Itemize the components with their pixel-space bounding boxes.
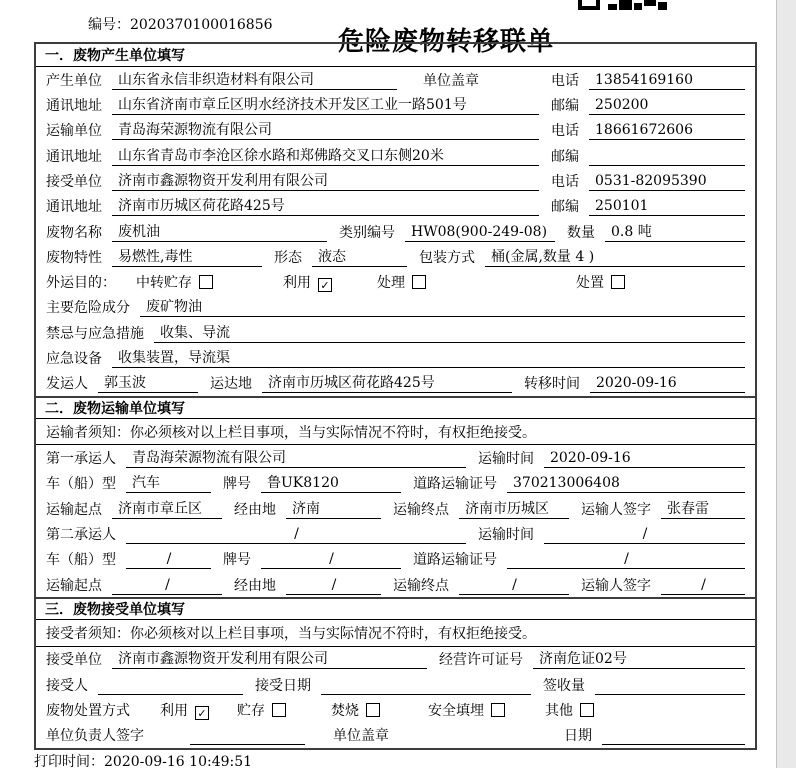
vehicle-type1-field: 汽车 (126, 473, 211, 493)
waste-props-field: 易燃性,毒性 (112, 247, 262, 267)
checkbox-disposal-other[interactable] (580, 703, 594, 717)
route-start1-label: 运输起点 (46, 501, 102, 518)
section3-header: 三．废物接受单位填写 (36, 597, 755, 620)
route-start2-field: / (112, 575, 222, 595)
carrier-sign1-field: 张春雷 (661, 499, 745, 519)
print-time-label: 打印时间： (34, 754, 104, 770)
checkbox-disposal-store[interactable] (272, 703, 286, 717)
vehicle2-row (36, 547, 755, 572)
waste-props-row (36, 244, 755, 269)
print-time (34, 751, 252, 771)
plate2-label: 牌号 (223, 552, 251, 569)
emergency-equipment-label: 应急设备 (46, 351, 102, 368)
transport-time2-field: / (544, 524, 745, 544)
permit-label: 经营许可证号 (439, 652, 523, 669)
producer-zip-label: 邮编 (551, 97, 579, 114)
checkbox-disposal-landfill[interactable] (491, 703, 505, 717)
road-cert2-label: 道路运输证号 (413, 552, 497, 569)
receiver-notice-label: 接受者须知： (46, 625, 130, 642)
producer-row (36, 67, 755, 92)
transfer-time-field: 2020-09-16 (590, 373, 745, 393)
first-carrier-field: 青岛海荣源物流有限公司 (126, 448, 466, 468)
transporter-address-row (36, 143, 755, 168)
sign-date-label: 日期 (564, 728, 592, 745)
emergency-equipment-row (36, 345, 755, 370)
emergency-measures-row (36, 320, 755, 345)
transporter-name-field: 青岛海荣源物流有限公司 (112, 120, 539, 140)
receipt-row (36, 672, 755, 697)
transporter-notice-row (36, 419, 755, 445)
waste-pack-label: 包装方式 (419, 249, 475, 266)
waste-name-field: 废机油 (112, 222, 327, 242)
transport-time1-field: 2020-09-16 (544, 448, 745, 468)
transporter-zip-field (589, 146, 745, 166)
checkbox-dispose[interactable] (611, 275, 625, 289)
section1-header: 一．废物产生单位填写 (36, 44, 755, 67)
checkbox-disposal-utilize[interactable]: ✓ (195, 706, 209, 720)
first-carrier-label: 第一承运人 (46, 451, 116, 468)
permit-field: 济南危证02号 (533, 649, 745, 669)
route-end2-field: / (459, 575, 569, 595)
plate1-field: 鲁UK8120 (261, 473, 401, 493)
accepting-unit-field: 济南市鑫源物资开发利用有限公司 (112, 649, 427, 669)
receiver-row (36, 168, 755, 193)
waste-qty-label: 数量 (567, 224, 595, 241)
carrier-sign1-label: 运输人签字 (581, 501, 651, 518)
waste-name-label: 废物名称 (46, 224, 102, 241)
qr-code-icon (578, 0, 668, 10)
receiver-phone-field: 0531-82095390 (589, 171, 745, 191)
carrier-sign2-field: / (661, 575, 745, 595)
responsible-sign-row (36, 723, 755, 748)
purpose-option-treat: 处理 (377, 272, 426, 292)
route-start1-field: 济南市章丘区 (112, 499, 222, 519)
receiver-phone-label: 电话 (551, 173, 579, 190)
receiver-label: 接受单位 (46, 173, 102, 190)
route-start2-label: 运输起点 (46, 577, 102, 594)
acceptor-field (98, 675, 243, 695)
purpose-option-dispose: 处置 (576, 272, 625, 292)
sign-date-field (602, 725, 745, 745)
producer-address-field: 山东省济南市章丘区明水经济技术开发区工业一路501号 (112, 95, 539, 115)
doc-number-label: 编号： (88, 17, 130, 33)
producer-phone-label: 电话 (551, 72, 579, 89)
purpose-option-transfer-storage: 中转贮存 (136, 272, 213, 292)
dispatch-row (36, 371, 755, 396)
disposal-option-incinerate: 焚烧 (331, 700, 380, 720)
checkbox-disposal-incinerate[interactable] (366, 703, 380, 717)
transporter-phone-label: 电话 (551, 123, 579, 140)
accept-date-label: 接受日期 (255, 677, 311, 694)
hazard-components-row (36, 295, 755, 320)
route-end1-label: 运输终点 (393, 501, 449, 518)
second-carrier-label: 第二承运人 (46, 526, 116, 543)
carrier-sign2-label: 运输人签字 (581, 577, 651, 594)
receiver-address-row (36, 194, 755, 219)
destination-label: 运达地 (210, 376, 252, 393)
receiver-address-field: 济南市历城区荷花路425号 (112, 196, 539, 216)
second-carrier-row (36, 521, 755, 546)
route-end1-field: 济南市历城区 (459, 499, 569, 519)
transporter-address-label: 通讯地址 (46, 148, 102, 165)
disposal-method-row (36, 697, 755, 722)
receiver-name-field: 济南市鑫源物资开发利用有限公司 (112, 171, 539, 191)
route2-row (36, 572, 755, 597)
accepting-unit-label: 接受单位 (46, 652, 102, 669)
emergency-equipment-field: 收集装置，导流渠 (112, 348, 745, 368)
signed-qty-field (595, 675, 745, 695)
waste-name-row (36, 219, 755, 244)
disposal-method-label: 废物处置方式 (46, 702, 130, 719)
doc-number-value: 2020370100016856 (130, 17, 273, 33)
page-title: 危险废物转移联单 (337, 27, 554, 58)
accept-date-field (321, 675, 531, 695)
dispatcher-label: 发运人 (46, 376, 88, 393)
disposal-option-utilize: 利用 ✓ (160, 700, 209, 720)
emergency-measures-label: 禁忌与应急措施 (46, 325, 144, 342)
waste-code-field: HW08(900-249-08) (405, 222, 555, 242)
disposal-option-landfill: 安全填埋 (428, 700, 505, 720)
checkbox-treat[interactable] (412, 275, 426, 289)
vehicle-type2-field: / (126, 549, 211, 569)
plate1-label: 牌号 (223, 476, 251, 493)
responsible-sign-label: 单位负责人签字 (46, 728, 144, 745)
page-right-gutter (776, 0, 796, 768)
waste-code-label: 类别编号 (339, 224, 395, 241)
waste-props-label: 废物特性 (46, 249, 102, 266)
print-time-value: 2020-09-16 10:49:51 (104, 754, 253, 770)
acceptor-label: 接受人 (46, 677, 88, 694)
receiver-zip-field: 250101 (589, 196, 745, 216)
disposal-option-store: 贮存 (237, 700, 286, 720)
route-via1-field: 济南 (286, 499, 381, 519)
road-cert1-field: 370213006408 (507, 473, 745, 493)
disposal-option-other: 其他 (545, 700, 594, 720)
transporter-phone-field: 18661672606 (589, 120, 745, 140)
route-via1-label: 经由地 (234, 501, 276, 518)
transporter-zip-label: 邮编 (551, 148, 579, 165)
transporter-notice-label: 运输者须知： (46, 424, 130, 441)
route-via2-field: / (286, 575, 381, 595)
transporter-label: 运输单位 (46, 123, 102, 140)
road-cert2-field: / (507, 549, 745, 569)
first-carrier-row (36, 445, 755, 470)
destination-field: 济南市历城区荷花路425号 (262, 373, 512, 393)
transporter-address-field: 山东省青岛市李沧区徐水路和郑佛路交叉口东侧20米 (112, 146, 539, 166)
receiver-notice-row (36, 620, 755, 646)
hazard-components-field: 废矿物油 (140, 297, 745, 317)
receiver-zip-label: 邮编 (551, 199, 579, 216)
plate2-field: / (261, 549, 401, 569)
checkbox-transfer-storage[interactable] (199, 275, 213, 289)
section2-header: 二．废物运输单位填写 (36, 396, 755, 419)
receiver-address-label: 通讯地址 (46, 199, 102, 216)
waste-qty-field: 0.8 吨 (605, 222, 745, 242)
transporter-notice-text: 你必须核对以上栏目事项，当与实际情况不符时，有权拒绝接受。 (130, 424, 536, 441)
signed-qty-label: 签收量 (543, 677, 585, 694)
second-carrier-field: / (126, 524, 466, 544)
receiver-notice-text: 你必须核对以上栏目事项，当与实际情况不符时，有权拒绝接受。 (130, 625, 536, 642)
emergency-measures-field: 收集、导流 (154, 323, 745, 343)
waste-pack-field: 桶(金属,数量 4 ) (485, 247, 745, 267)
responsible-sign-field (190, 725, 305, 745)
route-via2-label: 经由地 (234, 577, 276, 594)
waste-form-field: 液态 (312, 247, 407, 267)
transporter-row (36, 118, 755, 143)
manifest-form (34, 42, 757, 750)
vehicle-type2-label: 车（船）型 (46, 552, 116, 569)
purpose-option-utilize: 利用 ✓ (283, 272, 332, 292)
route1-row (36, 496, 755, 521)
transfer-purpose-row (36, 270, 755, 295)
transfer-purpose-label: 外运目的： (46, 275, 116, 292)
producer-address-label: 通讯地址 (46, 97, 102, 114)
transfer-time-label: 转移时间 (524, 376, 580, 393)
checkbox-utilize[interactable]: ✓ (318, 278, 332, 292)
producer-address-row (36, 92, 755, 117)
road-cert1-label: 道路运输证号 (413, 476, 497, 493)
producer-label: 产生单位 (46, 72, 102, 89)
accepting-unit-row (36, 647, 755, 672)
hazard-components-label: 主要危险成分 (46, 300, 130, 317)
producer-name-field: 山东省永信非织造材料有限公司 (112, 70, 397, 90)
waste-form-label: 形态 (274, 249, 302, 266)
dispatcher-field: 郭玉波 (98, 373, 198, 393)
vehicle1-row (36, 471, 755, 496)
unit-seal-label: 单位盖章 (333, 728, 389, 745)
transport-time1-label: 运输时间 (478, 451, 534, 468)
transport-time2-label: 运输时间 (478, 526, 534, 543)
producer-phone-field: 13854169160 (589, 70, 745, 90)
producer-seal-label: 单位盖章 (423, 72, 479, 89)
producer-zip-field: 250200 (589, 95, 745, 115)
vehicle-type1-label: 车（船）型 (46, 476, 116, 493)
route-end2-label: 运输终点 (393, 577, 449, 594)
